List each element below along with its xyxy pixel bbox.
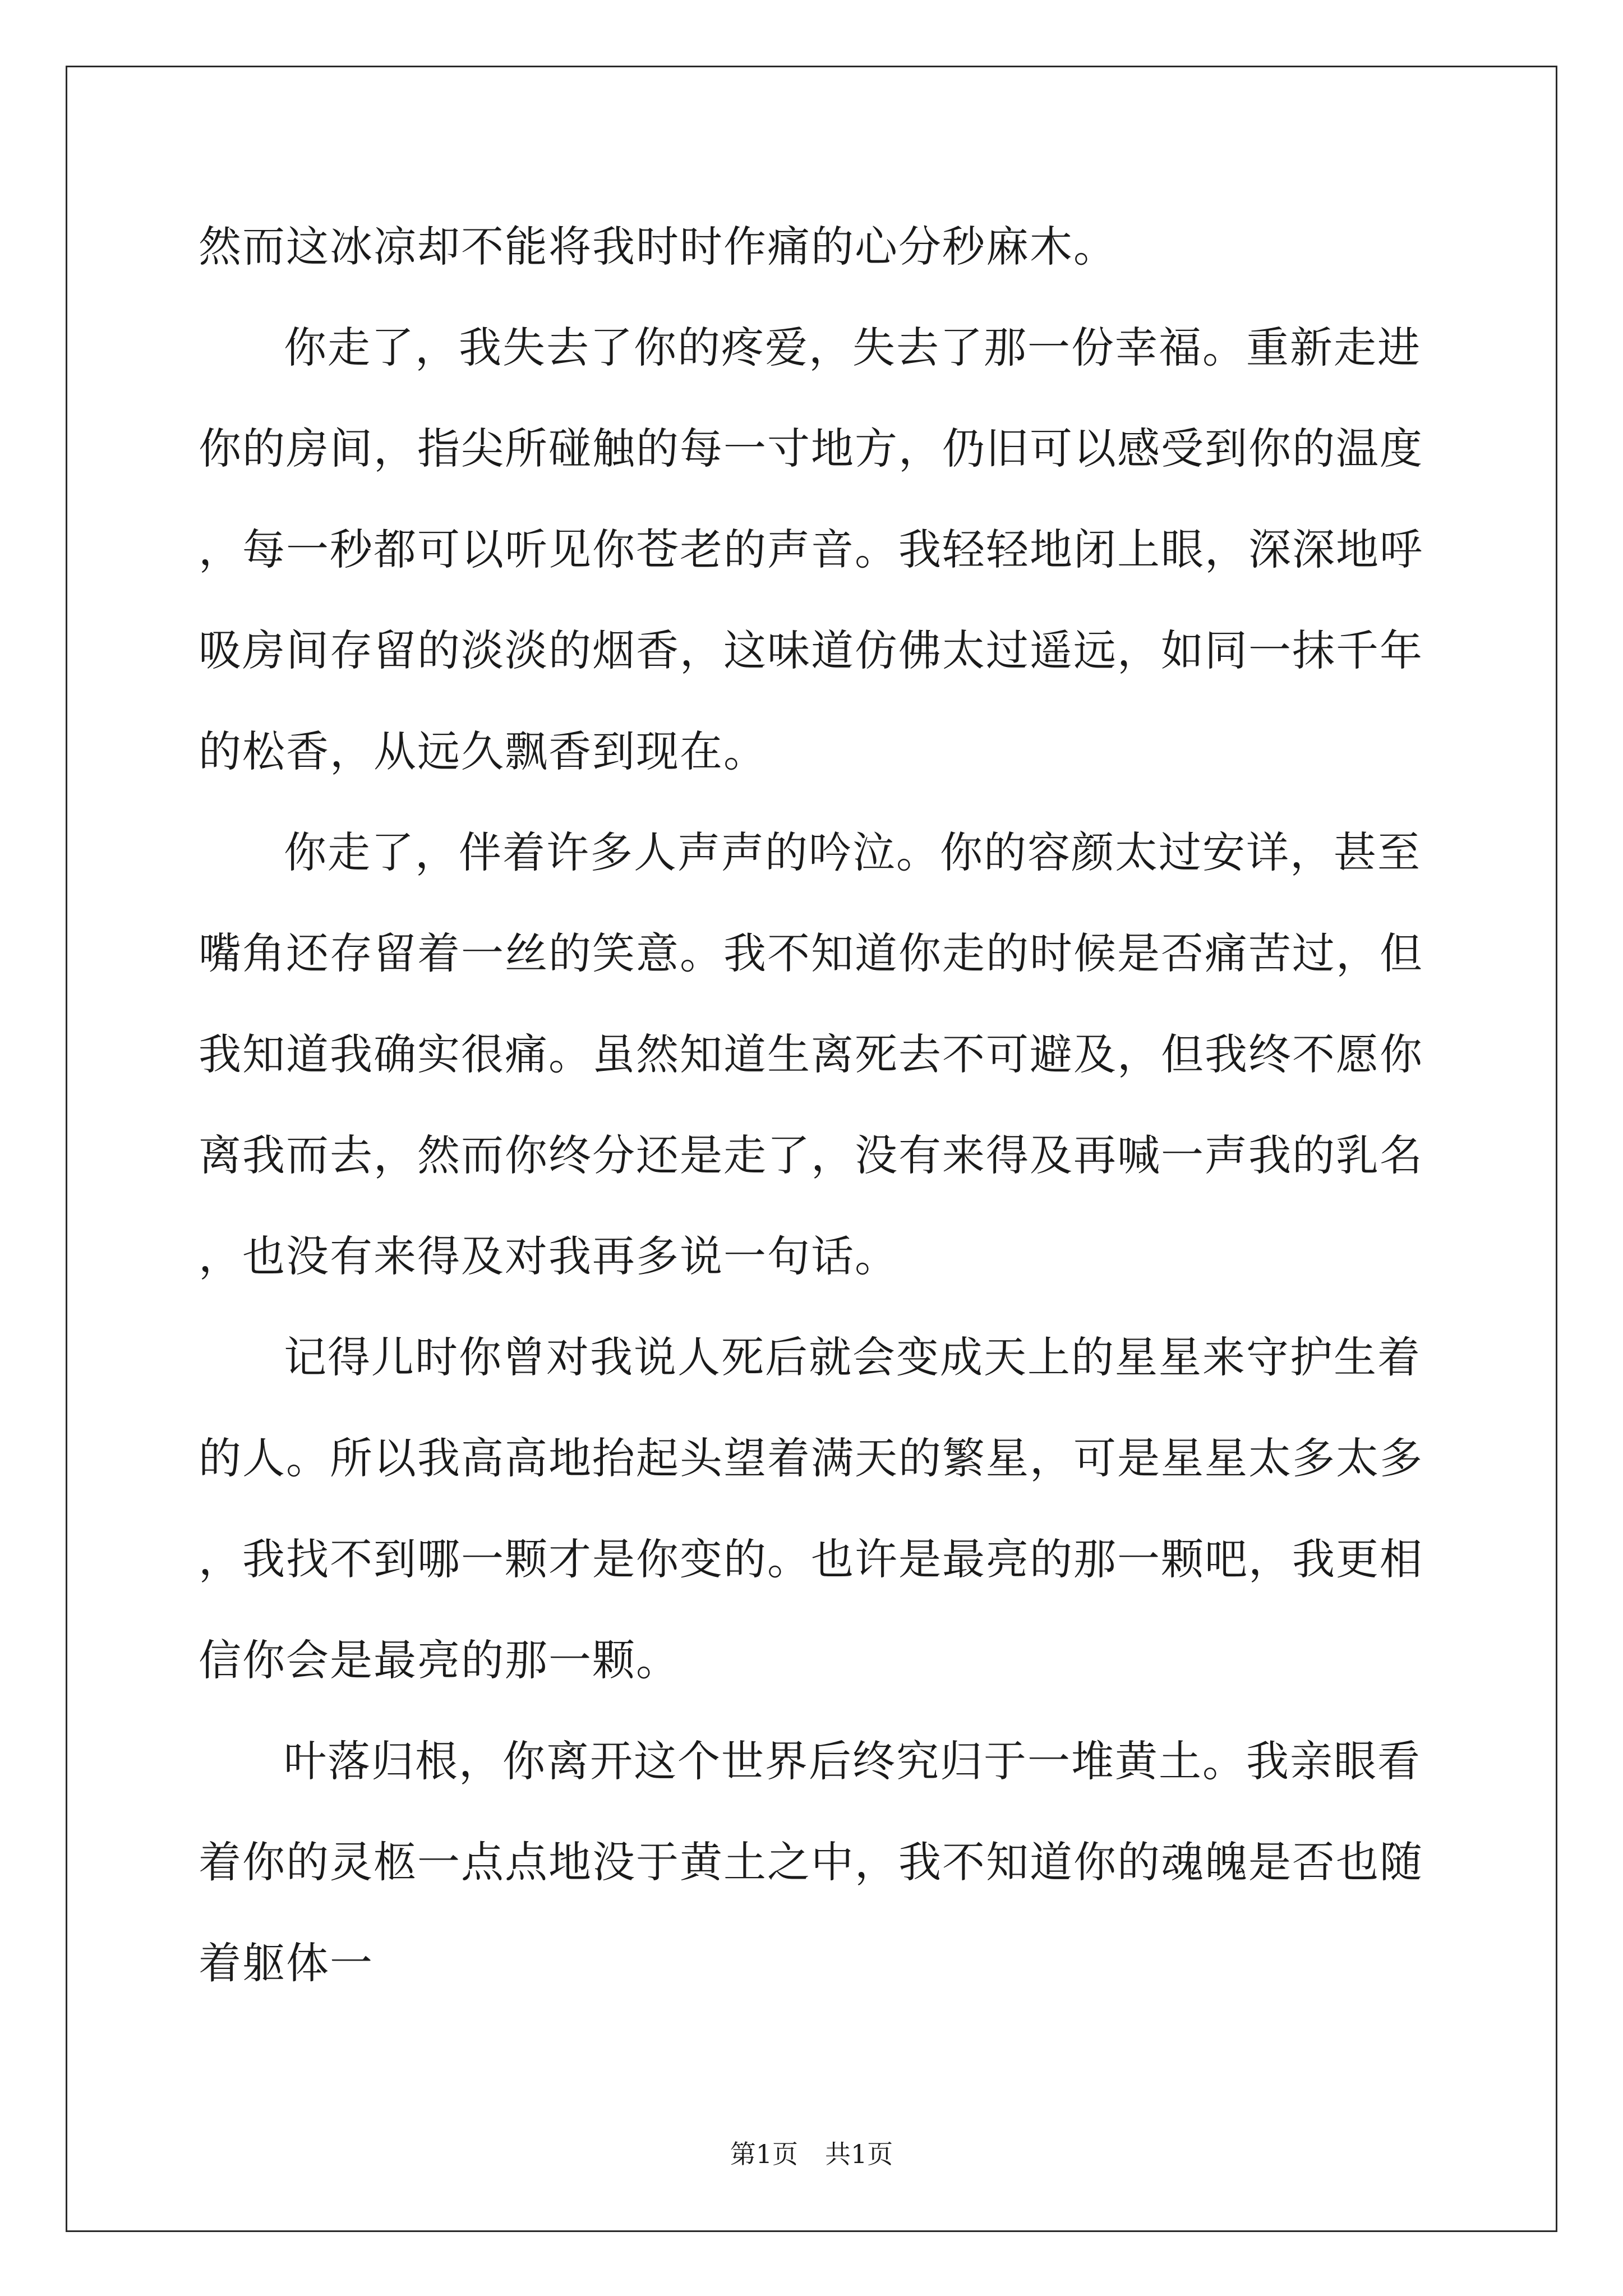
page-total: 共1页 (825, 2139, 893, 2169)
page-number: 第1页 (730, 2139, 798, 2169)
paragraph: 你走了，我失去了你的疼爱，失去了那一份幸福。重新走进你的房间，指尖所碰触的每一寸地方，仍旧可以感受到你的温度，每一秒都可以听见你苍老的声音。我轻轻地闭上眼，深深地呼吸房间存留的淡淡的烟香，这味道仿佛太过遥远，如同一抹千年的松香，从远久飘香到现在。 (199, 323, 1423, 776)
paragraph: 然而这冰凉却不能将我时时作痛的心分秒麻木。 (199, 222, 1117, 272)
document-body (199, 196, 1424, 2014)
page-footer (0, 2137, 1623, 2171)
paragraph: 你走了，伴着许多人声声的吟泣。你的容颜太过安详，甚至嘴角还存留着一丝的笑意。我不知道你走的时候是否痛苦过，但我知道我确实很痛。虽然知道生离死去不可避及，但我终不愿你离我而去，然而你终分还是走了，没有来得及再喊一声我的乳名，也没有来得及对我再多说一句话。 (199, 827, 1423, 1281)
paragraph: 记得儿时你曾对我说人死后就会变成天上的星星来守护生着的人。所以我高高地抬起头望着满天的繁星，可是星星太多太多，我找不到哪一颗才是你变的。也许是最亮的那一颗吧，我更相信你会是最亮的那一颗。 (199, 1332, 1423, 1685)
paragraph: 叶落归根，你离开这个世界后终究归于一堆黄土。我亲眼看着你的灵柩一点点地没于黄土之中，我不知道你的魂魄是否也随着躯体一 (199, 1736, 1423, 1988)
